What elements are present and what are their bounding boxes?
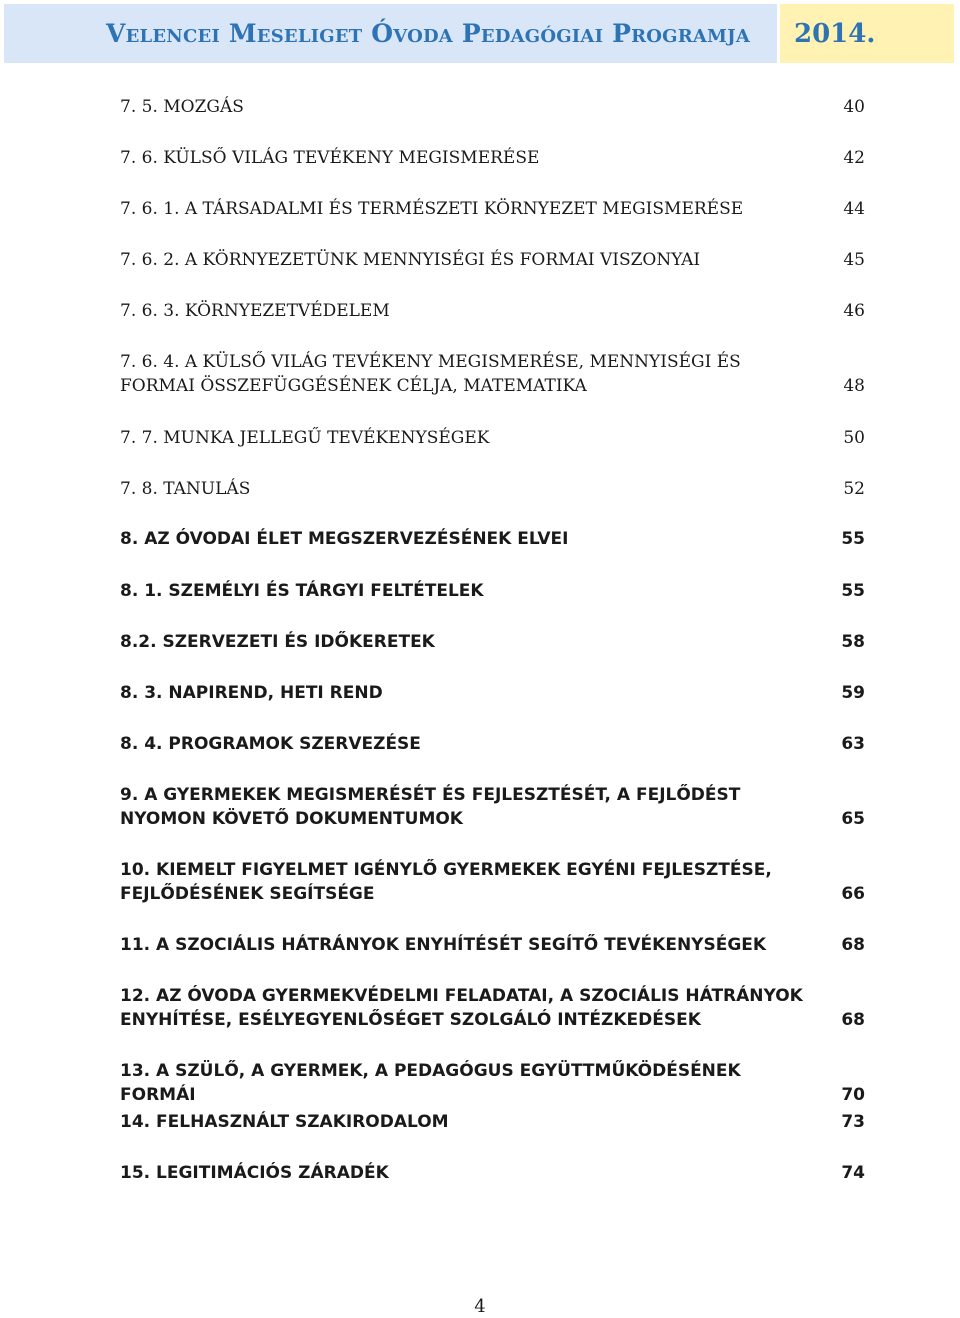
- toc-entry[interactable]: [120, 681, 865, 705]
- toc-entry-title: 11. A SZOCIÁLIS HÁTRÁNYOK ENYHÍTÉSÉT SEGÍTŐ TEVÉKENYSÉGEK: [120, 935, 767, 955]
- toc-entry[interactable]: [120, 146, 865, 170]
- toc-entry[interactable]: [120, 299, 865, 323]
- toc-entry-page: 40: [843, 97, 865, 117]
- toc-entry[interactable]: [120, 197, 865, 221]
- toc-entry-page: 50: [843, 428, 865, 448]
- toc-entry-page: 55: [841, 581, 865, 601]
- toc-entry-title: 7. 6. 3. KÖRNYEZETVÉDELEM: [120, 301, 390, 321]
- toc-entry[interactable]: [120, 1059, 865, 1107]
- toc-entry-page: 73: [841, 1112, 865, 1132]
- page-header: [0, 0, 960, 68]
- toc-entry-title: 7. 6. KÜLSŐ VILÁG TEVÉKENY MEGISMERÉSE: [120, 148, 540, 168]
- toc-entry-page: 52: [843, 479, 865, 499]
- toc-entry-page: 42: [843, 148, 865, 168]
- toc-entry[interactable]: [120, 95, 865, 119]
- toc-entry-title: 13. A SZÜLŐ, A GYERMEK, A PEDAGÓGUS EGYÜTTMŰKÖDÉSÉNEK FORMÁI: [120, 1061, 741, 1105]
- toc-entry-page: 44: [843, 199, 865, 219]
- toc-entry-page: 59: [841, 683, 865, 703]
- toc-entry-page: 68: [841, 935, 865, 955]
- toc-entry[interactable]: [120, 732, 865, 756]
- toc-entry-page: 48: [843, 376, 865, 396]
- toc-entry[interactable]: [120, 477, 865, 501]
- toc-entry-title: 7. 6. 2. A KÖRNYEZETÜNK MENNYISÉGI ÉS FORMAI VISZONYAI: [120, 250, 701, 270]
- toc-entry[interactable]: [120, 933, 865, 957]
- toc-entry-title: 7. 8. TANULÁS: [120, 479, 251, 499]
- toc-entry[interactable]: [120, 1161, 865, 1185]
- toc-entry[interactable]: [120, 984, 865, 1032]
- toc-entry-page: 66: [841, 884, 865, 904]
- toc-entry-page: 46: [843, 301, 865, 321]
- toc-entry-title: 7. 5. MOZGÁS: [120, 97, 244, 117]
- toc-entry[interactable]: [120, 783, 865, 831]
- toc-entry-page: 74: [841, 1163, 865, 1183]
- toc-entry-page: 70: [841, 1085, 865, 1105]
- toc-entry-page: 63: [841, 734, 865, 754]
- toc-entry[interactable]: [120, 426, 865, 450]
- toc-entry-title: 9. A GYERMEKEK MEGISMERÉSÉT ÉS FEJLESZTÉSÉT, A FEJLŐDÉST NYOMON KÖVETŐ DOKUMENTUMOK: [120, 785, 741, 829]
- toc-entry[interactable]: [120, 350, 865, 398]
- toc-entry-title: 12. AZ ÓVODA GYERMEKVÉDELMI FELADATAI, A SZOCIÁLIS HÁTRÁNYOK ENYHÍTÉSE, ESÉLYEGYENLŐSÉGET SZOLGÁLÓ INTÉZKEDÉSEK: [120, 986, 803, 1030]
- toc-entry-title: 10. KIEMELT FIGYELMET IGÉNYLŐ GYERMEKEK EGYÉNI FEJLESZTÉSE, FEJLŐDÉSÉNEK SEGÍTSÉGE: [120, 860, 772, 904]
- toc-entry-page: 68: [841, 1010, 865, 1030]
- toc-entry[interactable]: [120, 1110, 865, 1134]
- toc-entry-title: 8.2. SZERVEZETI ÉS IDŐKERETEK: [120, 632, 435, 652]
- toc-entry-title: 7. 7. MUNKA JELLEGŰ TEVÉKENYSÉGEK: [120, 428, 490, 448]
- toc-entry-title: 15. LEGITIMÁCIÓS ZÁRADÉK: [120, 1163, 389, 1183]
- toc-entry[interactable]: [120, 858, 865, 906]
- toc-entry-title: 7. 6. 4. A KÜLSŐ VILÁG TEVÉKENY MEGISMERÉSE, MENNYISÉGI ÉS FORMAI ÖSSZEFÜGGÉSÉNEK CÉLJA, MATEMATIKA: [120, 352, 741, 396]
- toc-entry-title: 7. 6. 1. A TÁRSADALMI ÉS TERMÉSZETI KÖRNYEZET MEGISMERÉSE: [120, 199, 744, 219]
- document-year: 2014.: [780, 4, 954, 63]
- toc-entry-title: 8. AZ ÓVODAI ÉLET MEGSZERVEZÉSÉNEK ELVEI: [120, 529, 569, 549]
- toc-entry-title: 8. 4. PROGRAMOK SZERVEZÉSE: [120, 734, 421, 754]
- toc-entry-title: 8. 1. SZEMÉLYI ÉS TÁRGYI FELTÉTELEK: [120, 581, 484, 601]
- toc-entry-page: 45: [843, 250, 865, 270]
- toc-entry[interactable]: [120, 630, 865, 654]
- toc-entry-title: 14. FELHASZNÁLT SZAKIRODALOM: [120, 1112, 449, 1132]
- toc-entry-page: 65: [841, 809, 865, 829]
- page-number: 4: [474, 1296, 486, 1317]
- toc-entry-page: 58: [841, 632, 865, 652]
- toc-entry-page: 55: [841, 529, 865, 549]
- document-title: Velencei Meseliget Óvoda Pedagógiai Programja: [4, 4, 777, 63]
- toc-entry-title: 8. 3. NAPIREND, HETI REND: [120, 683, 383, 703]
- toc-entry[interactable]: [120, 579, 865, 603]
- toc-entry[interactable]: [120, 248, 865, 272]
- toc-entry[interactable]: [120, 527, 865, 551]
